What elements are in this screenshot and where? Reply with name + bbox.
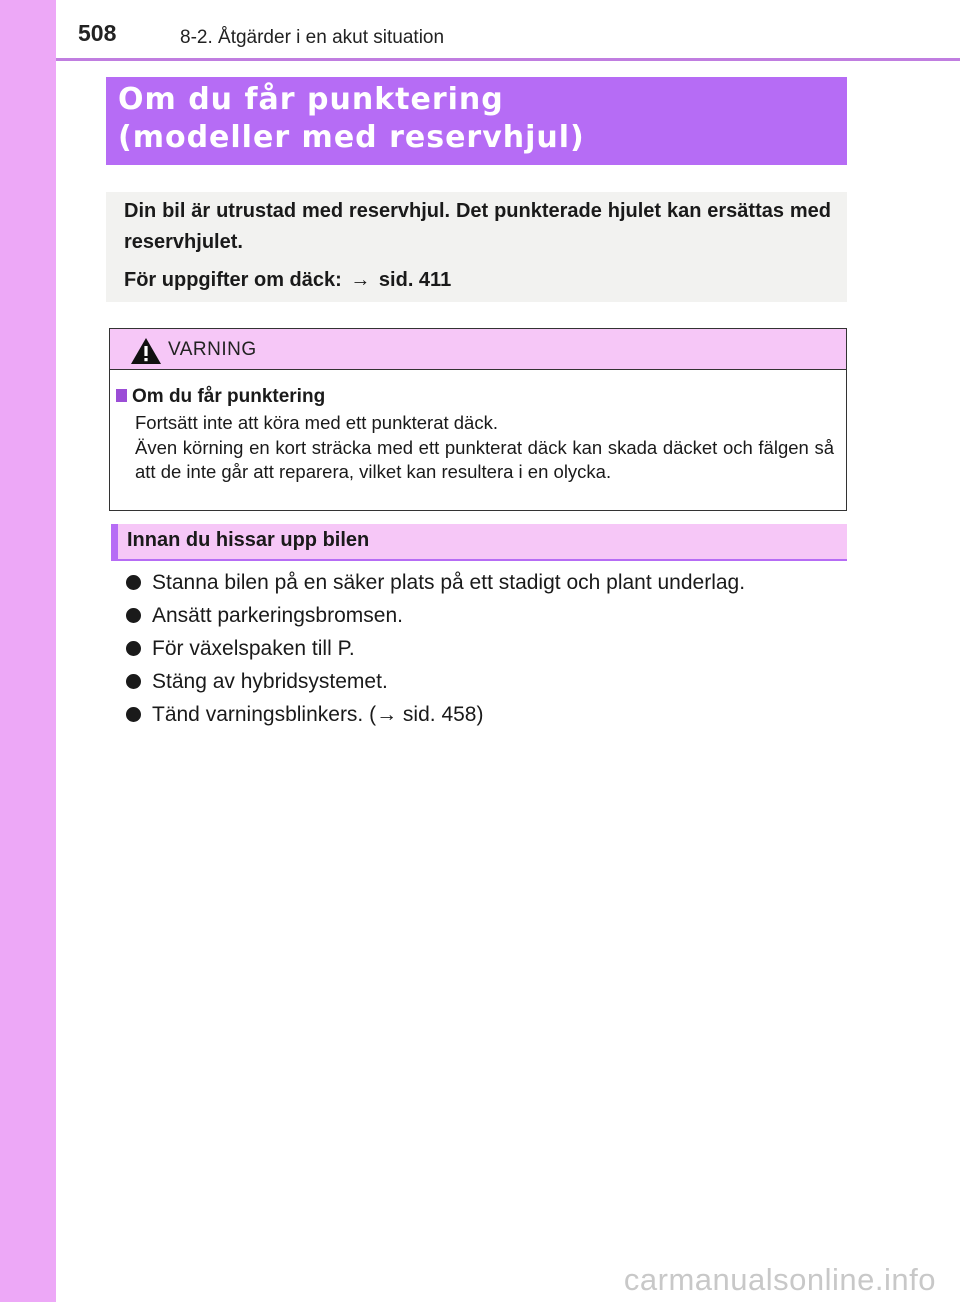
bullet-dot-icon [126, 608, 141, 623]
step-text: Stanna bilen på en säker plats på ett stadigt och plant underlag. [152, 571, 746, 594]
bullet-dot-icon [126, 707, 141, 722]
title-banner [106, 77, 847, 165]
section-title: 8-2. Åtgärder i en akut situation [180, 27, 445, 48]
intro-ref-target: sid. 411 [378, 269, 452, 291]
intro-reference [124, 265, 831, 296]
header-rule [56, 58, 960, 61]
step-text: Tänd varningsblinkers. (→ sid. 458) [152, 703, 484, 726]
warning-header [110, 329, 846, 370]
list-item [126, 632, 846, 665]
step-text: För växelspaken till P. [152, 637, 355, 660]
watermark: carmanualsonline.info [623, 1262, 936, 1297]
bullet-dot-icon [126, 575, 141, 590]
warning-body [110, 370, 846, 485]
warning-text-line-1: Fortsätt inte att köra med ett punkterat däck. [135, 412, 498, 433]
list-item [126, 698, 846, 731]
step-text: Stäng av hybridsystemet. [152, 670, 388, 693]
warning-item-text [116, 411, 834, 485]
subheading-text: Innan du hissar upp bilen [127, 529, 370, 551]
step-text: Ansätt parkeringsbromsen. [152, 604, 403, 627]
square-bullet-icon [116, 389, 127, 402]
title-line-2: (modeller med reservhjul) [118, 120, 585, 155]
subheading-accent-bar [111, 524, 118, 559]
steps-list [126, 566, 846, 731]
bullet-dot-icon [126, 641, 141, 656]
warning-item-title-text: Om du får punktering [132, 386, 326, 407]
intro-ref-prefix: För uppgifter om däck: [124, 269, 342, 291]
bullet-dot-icon [126, 674, 141, 689]
list-item [126, 665, 846, 698]
list-item [126, 566, 846, 599]
subheading [111, 524, 847, 561]
warning-triangle-icon [130, 337, 162, 365]
warning-box [109, 328, 847, 511]
page-number: 508 [78, 20, 117, 46]
warning-text-line-2: Även körning en kort sträcka med ett punkterat däck kan skada däcket och fälgen så att de inte går att reparera, vilket kan resultera i en olycka. [135, 436, 834, 482]
warning-item-title [116, 385, 834, 409]
arrow-right-icon: → [350, 269, 371, 291]
title-line-1: Om du får punktering [118, 82, 504, 117]
side-band [0, 0, 56, 1302]
intro-text: Din bil är utrustad med reservhjul. Det punkterade hjulet kan ersättas med reservhjulet. [124, 200, 831, 253]
list-item [126, 599, 846, 632]
warning-label: VARNING [168, 339, 257, 360]
intro-box [106, 192, 847, 302]
